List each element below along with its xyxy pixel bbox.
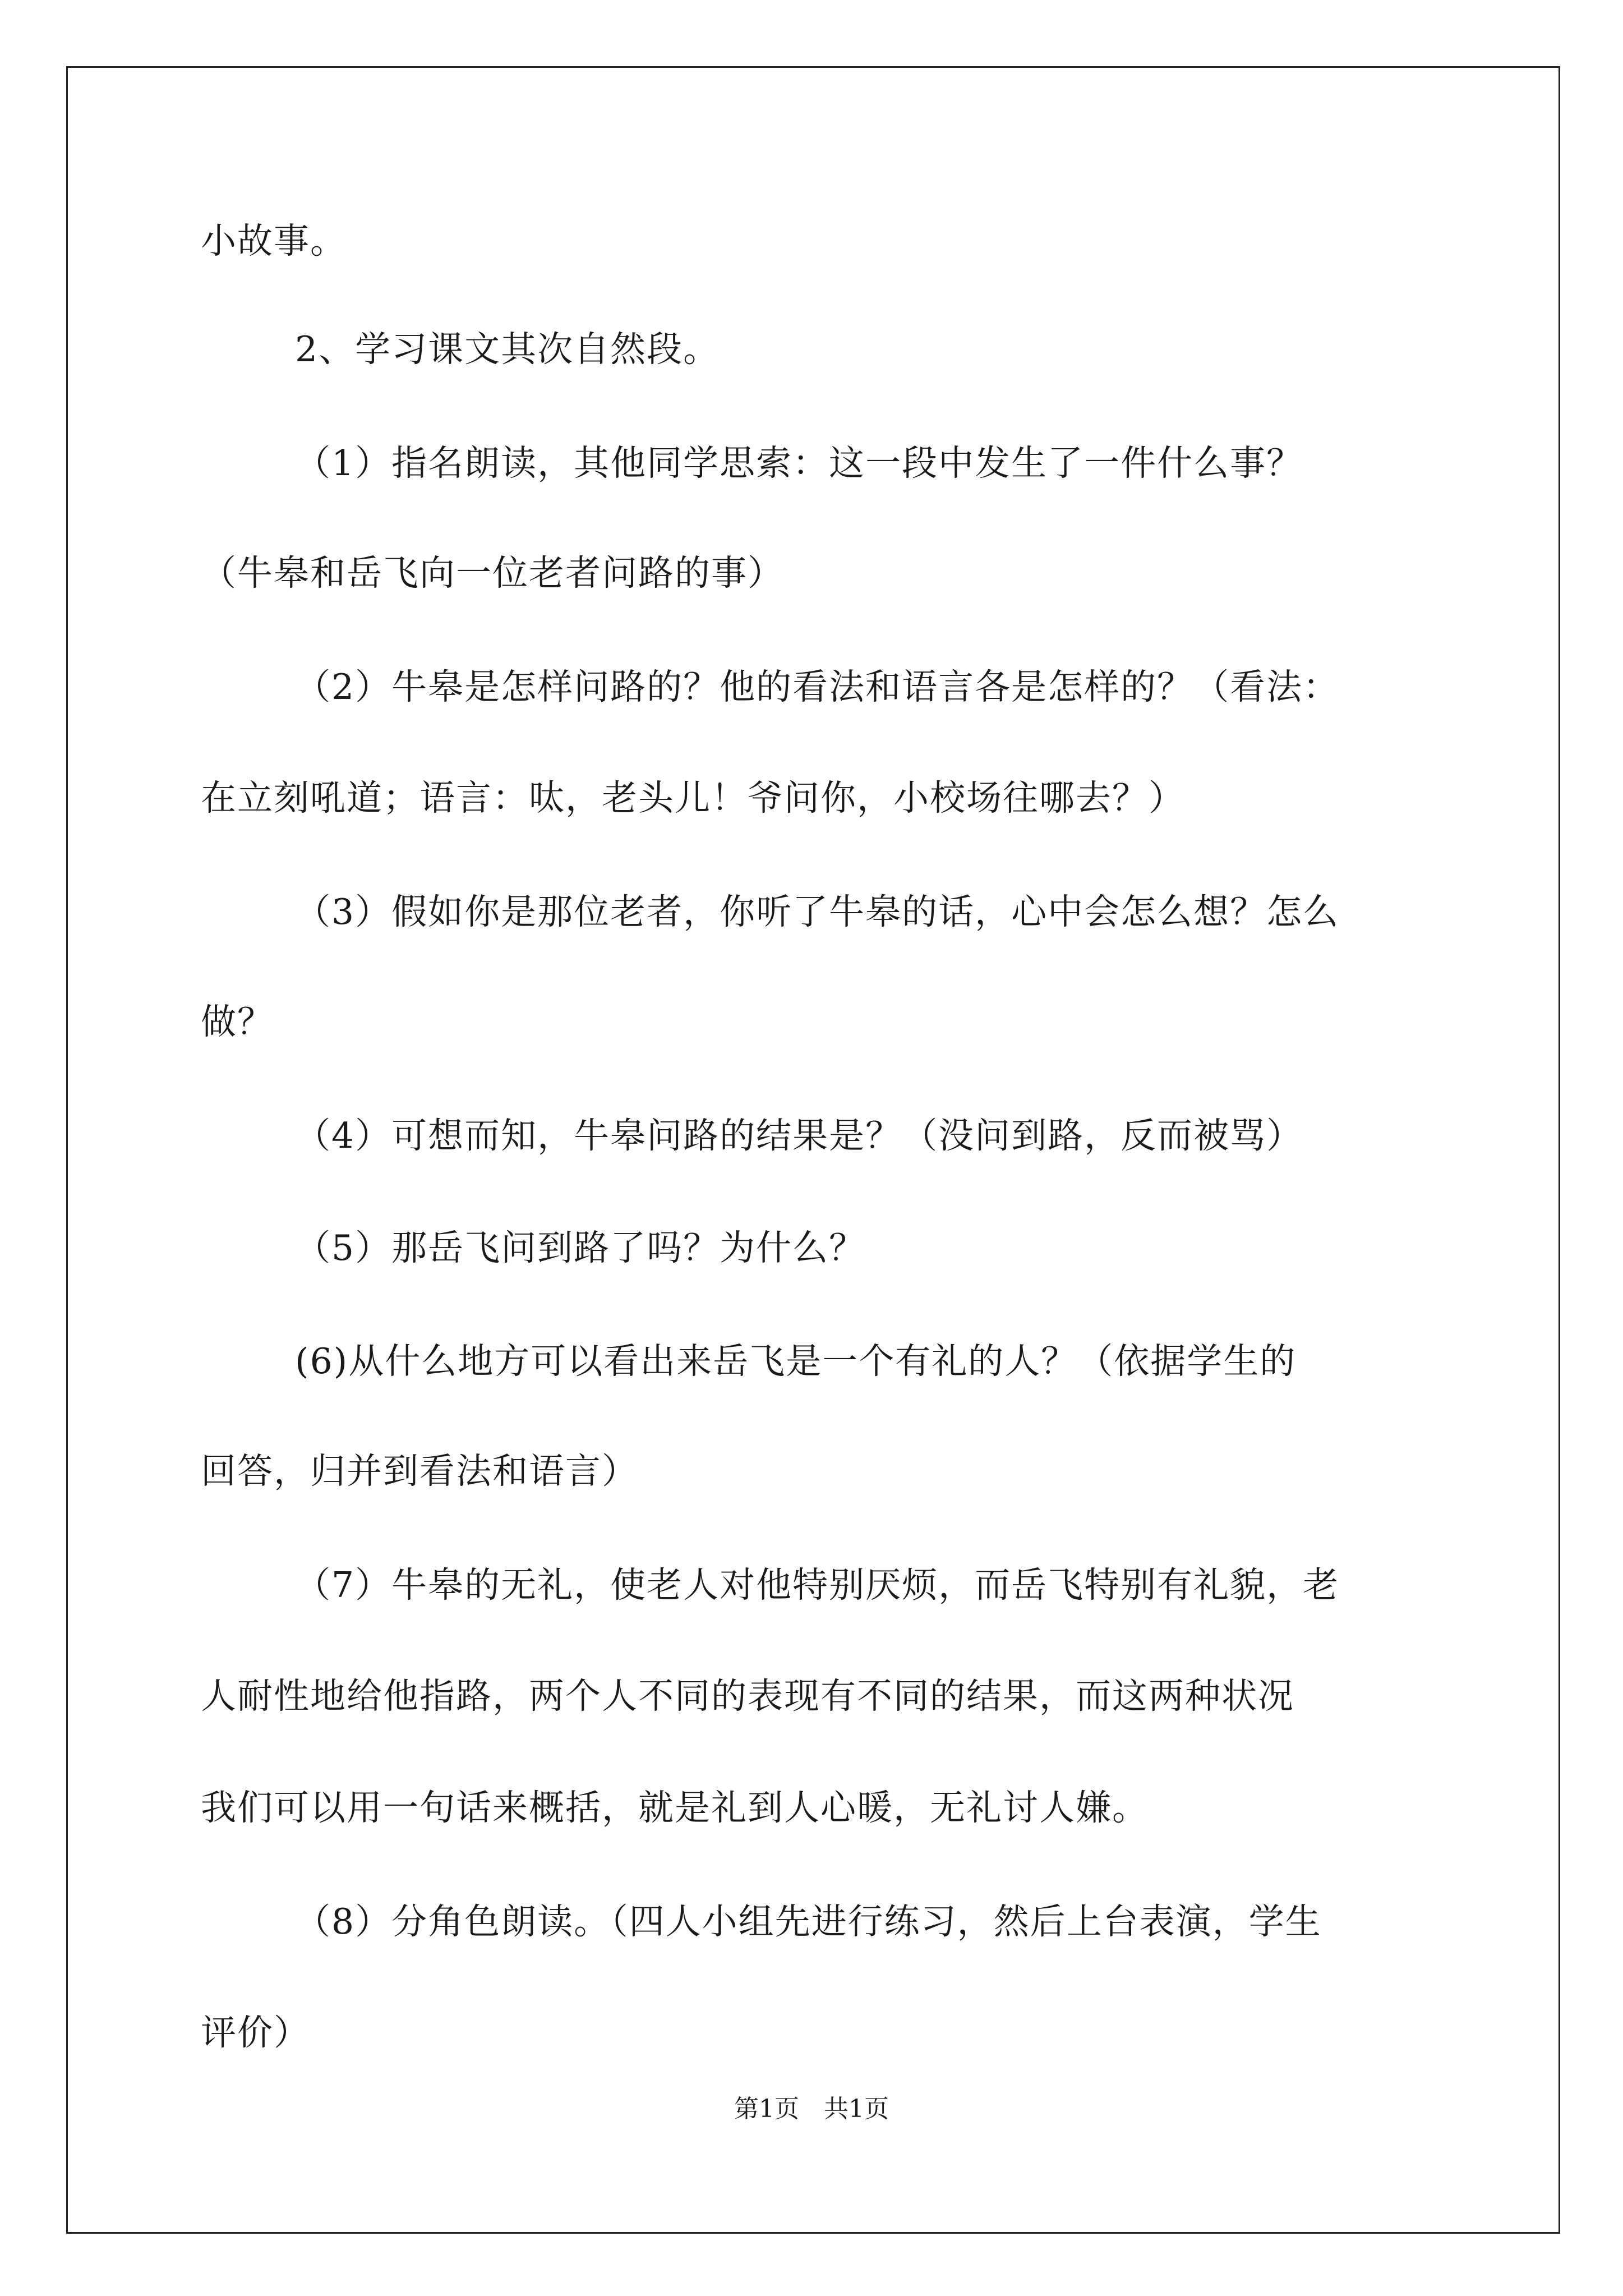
text-line: 回答，归并到看法和语言） xyxy=(201,1451,638,1492)
text-line: （2）牛皋是怎样问路的？他的看法和语言各是怎样的？（看法： xyxy=(295,666,1340,707)
text-line: （3）假如你是那位老者，你听了牛皋的话，心中会怎么想？怎么 xyxy=(295,891,1340,932)
text-line: 2、学习课文其次自然段。 xyxy=(295,329,720,370)
text-line: 小故事。 xyxy=(201,220,347,261)
text-line: （牛皋和岳飞向一位老者问路的事） xyxy=(201,553,784,593)
text-line: （7）牛皋的无礼，使老人对他特别厌烦，而岳飞特别有礼貌，老 xyxy=(295,1565,1340,1605)
text-line: (6)从什么地方可以看出来岳飞是一个有礼的人？（依据学生的 xyxy=(295,1341,1297,1382)
text-line: 做？ xyxy=(201,1001,274,1042)
page-footer: 第1页 共1页 xyxy=(734,2095,889,2123)
text-line: 人耐性地给他指路，两个人不同的表现有不同的结果，而这两种状况 xyxy=(201,1676,1294,1717)
text-line: 在立刻吼道；语言：呔，老头儿！爷问你，小校场往哪去？） xyxy=(201,777,1185,818)
text-line: （4）可想而知，牛皋问路的结果是？（没问到路，反而被骂） xyxy=(295,1115,1303,1156)
text-line: （5）那岳飞问到路了吗？为什么？ xyxy=(295,1227,866,1268)
text-line: 我们可以用一句话来概括，就是礼到人心暖，无礼讨人嫌。 xyxy=(201,1787,1149,1828)
text-line: 评价） xyxy=(201,2012,310,2053)
text-line: （8）分角色朗读。（四人小组先进行练习，然后上台表演，学生 xyxy=(295,1901,1322,1942)
text-line: （1）指名朗读，其他同学思索：这一段中发生了一件什么事？ xyxy=(295,443,1303,484)
